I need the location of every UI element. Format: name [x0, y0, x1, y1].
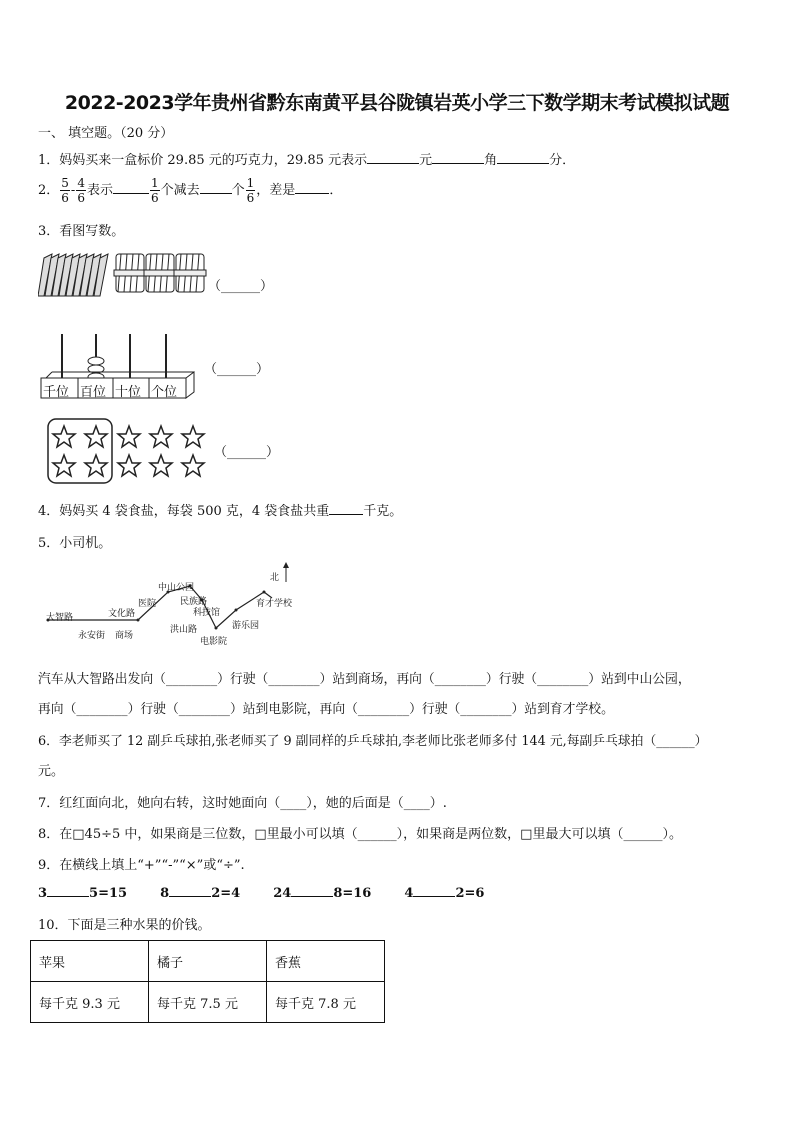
q2-text: ．: [329, 183, 343, 198]
q2-text: ，差是: [256, 183, 296, 198]
sticks-picture: [38, 250, 213, 300]
fruit-price-table: [30, 940, 385, 1023]
fraction: $\frac{1}{6}$: [150, 176, 159, 205]
map-place: 洪山路: [170, 625, 198, 635]
table-cell-apple-price: 每千克 9.3 元: [31, 982, 149, 1023]
q5-line-2: 再向（________）行驶（________）站到电影院，再向（________）行驶（________）站到育才学校。: [38, 702, 614, 717]
question-1: [38, 149, 575, 168]
q2-blank-2[interactable]: [200, 181, 232, 194]
question-9: 9．在横线上填上“+”“-”“×”或“÷”.: [38, 858, 245, 873]
q5-line-1: 汽车从大智路出发向（________）行驶（________）站到商场，再向（________）行驶（________）站到中山公园，: [38, 672, 691, 687]
table-cell-orange-price: 每千克 7.5 元: [149, 982, 267, 1023]
question-5: 5．小司机。: [38, 536, 112, 551]
q1-unit-jiao: 角: [484, 153, 498, 168]
map-north-label: 北: [270, 573, 280, 583]
question-2: [38, 176, 342, 205]
question-6: 6．李老师买了 12 副乒乓球拍,张老师买了 9 副同样的乒乓球拍,李老师比张老师多付 144 元,每副乒乓球拍（______）: [38, 734, 708, 749]
fraction: $\frac{1}{6}$: [246, 176, 255, 205]
question-10: 10．下面是三种水果的价钱。: [38, 918, 211, 933]
q1-unit-fen: 分．: [549, 153, 576, 168]
abacus-label-ones: 个位: [151, 385, 178, 400]
q1-blank-jiao[interactable]: [432, 151, 484, 164]
fraction: $\frac{4}{6}$: [77, 176, 85, 205]
page-title: 2022-2023学年贵州省黔东南黄平县谷陇镇岩英小学三下数学期末考试模拟试题: [64, 92, 730, 114]
table-header-apple: 苹果: [31, 941, 149, 982]
question-8: 8．在□45÷5 中，如果商是三位数，□里最小可以填（______），如果商是两位数，□里最大可以填（______）。: [38, 827, 682, 842]
fraction: $\frac{5}{6}$: [61, 176, 69, 205]
q2-blank-1[interactable]: [113, 181, 149, 194]
minus-sign: -: [70, 183, 76, 198]
q4-unit: 千克。: [363, 504, 403, 519]
map-place: 育才学校: [256, 599, 293, 609]
q2-text: 个: [231, 183, 245, 198]
q9-blank[interactable]: [169, 884, 211, 897]
map-place: 医院: [138, 599, 157, 609]
map-place: 民族路: [180, 597, 208, 607]
q1-blank-fen[interactable]: [497, 151, 549, 164]
q9-blank[interactable]: [47, 884, 89, 897]
q9-eq-3: 8=16: [333, 886, 372, 901]
map-place: 中山公园: [158, 583, 195, 593]
q2-text: 表示: [86, 183, 113, 198]
q9-eq-4: 2=6: [455, 886, 485, 901]
map-place: 游乐园: [232, 621, 260, 631]
q9-eq-3: 24: [273, 886, 292, 901]
q9-eq-2: 2=4: [211, 886, 241, 901]
question-3: 3．看图写数。: [38, 224, 125, 239]
q3-answer-2[interactable]: （______）: [204, 362, 270, 377]
table-row: [31, 982, 385, 1023]
map-place: 大智路: [46, 613, 74, 623]
section-heading: 一、 填空题。（20 分）: [38, 126, 174, 141]
q9-eq-2: 8: [160, 886, 170, 901]
map-place: 文化路: [108, 609, 136, 619]
q1-blank-yuan[interactable]: [367, 151, 419, 164]
q9-equations: [38, 884, 484, 901]
abacus-label-tens: 十位: [115, 385, 142, 400]
q1-unit-yuan: 元: [419, 153, 433, 168]
map-place: 永安街: [78, 631, 106, 641]
q9-eq-1: 3: [38, 886, 48, 901]
q3-answer-1[interactable]: （______）: [208, 279, 274, 294]
q4-blank[interactable]: [329, 502, 363, 515]
abacus-label-thousands: 千位: [43, 385, 70, 400]
q4-text: 4．妈妈买 4 袋食盐，每袋 500 克，4 袋食盐共重: [38, 504, 330, 519]
table-row: [31, 941, 385, 982]
q9-blank[interactable]: [291, 884, 333, 897]
question-6-tail: 元。: [38, 764, 65, 779]
q9-eq-4: 4: [404, 886, 414, 901]
table-header-banana: 香蕉: [267, 941, 385, 982]
q9-blank[interactable]: [413, 884, 455, 897]
question-7: 7．红红面向北，她向右转，这时她面向（____），她的后面是（____）.: [38, 796, 447, 811]
q9-eq-1: 5=15: [89, 886, 128, 901]
map-place: 科技馆: [193, 608, 221, 618]
q2-number: 2．: [38, 183, 60, 198]
map-place: 商场: [115, 631, 134, 641]
abacus-label-hundreds: 百位: [80, 385, 107, 400]
map-place: 电影院: [200, 637, 228, 647]
stars-picture: [44, 417, 214, 487]
question-4: [38, 500, 402, 519]
q2-text: 个减去: [160, 183, 200, 198]
q1-text: 1．妈妈买来一盒标价 29.85 元的巧克力，29.85 元表示: [38, 153, 368, 168]
table-header-orange: 橘子: [149, 941, 267, 982]
table-cell-banana-price: 每千克 7.8 元: [267, 982, 385, 1023]
q3-answer-3[interactable]: （______）: [214, 445, 280, 460]
q2-blank-3[interactable]: [295, 181, 329, 194]
